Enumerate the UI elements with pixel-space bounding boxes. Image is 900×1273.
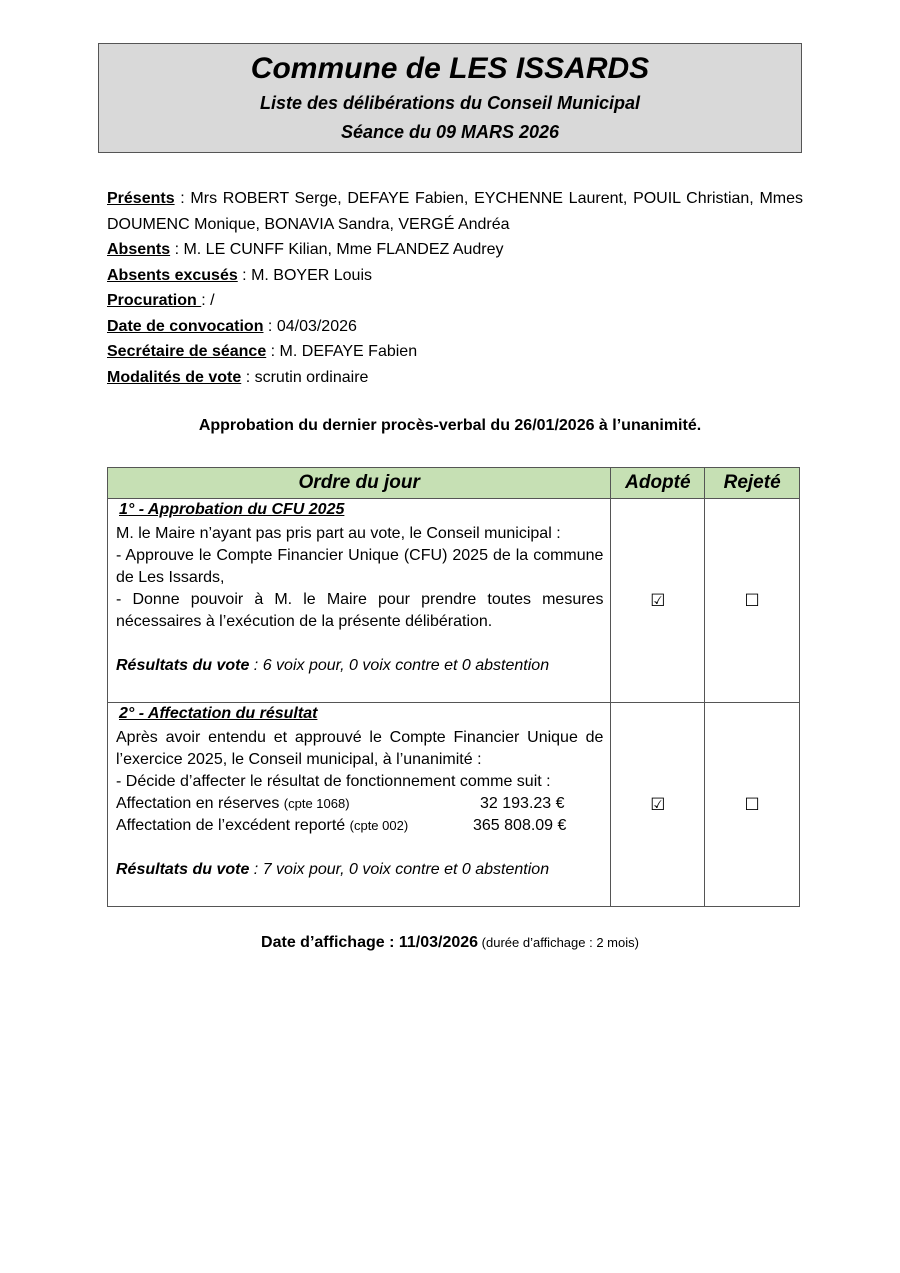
affectation-excedent: [116, 815, 603, 837]
table-row: [108, 499, 800, 703]
document-subtitle: Liste des délibérations du Conseil Municipal: [259, 93, 641, 113]
affectation-reserves-label: Affectation en réserves: [116, 795, 284, 812]
presents-label: Présents: [107, 190, 175, 207]
absents-label: Absents: [107, 241, 171, 258]
result-label: Résultats du vote: [116, 861, 250, 878]
procuration-label: Procuration: [107, 292, 202, 309]
commune-title: Commune de LES ISSARDS: [250, 52, 650, 85]
result-value: : 7 voix pour, 0 voix contre et 0 abstention: [249, 861, 550, 878]
affectation-excedent-amount: 365 808.09 €: [473, 817, 567, 834]
procuration-row: [107, 288, 803, 314]
posting-date: [0, 934, 900, 952]
table-row: [108, 703, 800, 907]
deliberation-1: [108, 499, 611, 703]
deliberation-1-rejete-checkbox: ☐: [705, 499, 800, 703]
pv-approval: Approbation du dernier procès-verbal du 26/01/2026 à l’unanimité.: [198, 417, 702, 434]
vote-mode-row: [107, 365, 803, 391]
affectation-excedent-account: (cpte 002): [349, 818, 409, 833]
vote-mode-value: : scrutin ordinaire: [241, 368, 369, 386]
convocation-row: [107, 314, 803, 340]
deliberation-2-adopte-checkbox: ☑: [611, 703, 705, 907]
deliberation-2-text: [116, 727, 603, 881]
vote-mode-label: Modalités de vote: [107, 368, 242, 386]
session-date: Séance du 09 MARS 2026: [340, 122, 560, 142]
deliberation-2-result: [116, 859, 603, 881]
deliberation-1-line: M. le Maire n’ayant pas pris part au vote, le Conseil municipal :: [116, 525, 561, 542]
secretaire-value: : M. DEFAYE Fabien: [266, 343, 418, 360]
deliberation-2-line: Après avoir entendu et approuvé le Compte Financier Unique de l’exercice 2025, le Conseil municipal, à l’unanimité :: [116, 729, 604, 768]
affectation-reserves: [116, 793, 603, 815]
header-rejete: Rejeté: [705, 468, 800, 499]
affectation-excedent-label: Affectation de l’excédent reporté: [116, 817, 350, 834]
excuses-label: Absents excusés: [107, 266, 238, 284]
deliberation-2: [108, 703, 611, 907]
posting-duration: (durée d’affichage : 2 mois): [478, 935, 639, 950]
result-label: Résultats du vote: [116, 657, 250, 674]
convocation-label: Date de convocation: [107, 317, 264, 335]
secretaire-label: Secrétaire de séance: [107, 343, 267, 360]
presents-row: [107, 186, 803, 237]
deliberation-1-adopte-checkbox: ☑: [611, 499, 705, 703]
deliberation-2-rejete-checkbox: ☐: [705, 703, 800, 907]
deliberation-1-text: [116, 523, 603, 677]
absents-value: : M. LE CUNFF Kilian, Mme FLANDEZ Audrey: [170, 241, 504, 258]
agenda-table: [107, 467, 800, 907]
table-header-row: [108, 468, 800, 499]
excuses-row: [107, 263, 803, 289]
affectation-reserves-amount: 32 193.23 €: [480, 795, 565, 812]
secretaire-row: [107, 339, 803, 365]
deliberation-1-line: - Approuve le Compte Financier Unique (CFU) 2025 de la commune de Les Issards,: [116, 547, 604, 586]
header-ordre: Ordre du jour: [108, 468, 611, 499]
header-adopte: Adopté: [611, 468, 705, 499]
result-value: : 6 voix pour, 0 voix contre et 0 abstention: [249, 657, 550, 674]
presents-value: : Mrs ROBERT Serge, DEFAYE Fabien, EYCHENNE Laurent, POUIL Christian, Mmes DOUMENC Monique, BONAVIA Sandra, VERGÉ Andréa: [107, 190, 803, 233]
affectation-reserves-account: (cpte 1068): [283, 796, 350, 811]
deliberation-2-title: 2° - Affectation du résultat: [119, 705, 318, 722]
document-header: [98, 43, 802, 153]
deliberation-2-line: - Décide d’affecter le résultat de fonctionnement comme suit :: [116, 773, 551, 790]
attendance-block: [107, 186, 803, 390]
excuses-value: : M. BOYER Louis: [237, 266, 372, 284]
absents-row: [107, 237, 803, 263]
procuration-value: : /: [201, 292, 215, 309]
deliberation-1-result: [116, 655, 603, 677]
posting-date-label: Date d’affichage : 11/03/2026: [261, 934, 479, 951]
convocation-value: : 04/03/2026: [263, 317, 357, 335]
deliberation-1-line: - Donne pouvoir à M. le Maire pour prendre toutes mesures nécessaires à l’exécution de la présente délibération.: [116, 591, 604, 630]
deliberation-1-title: 1° - Approbation du CFU 2025: [119, 501, 345, 518]
